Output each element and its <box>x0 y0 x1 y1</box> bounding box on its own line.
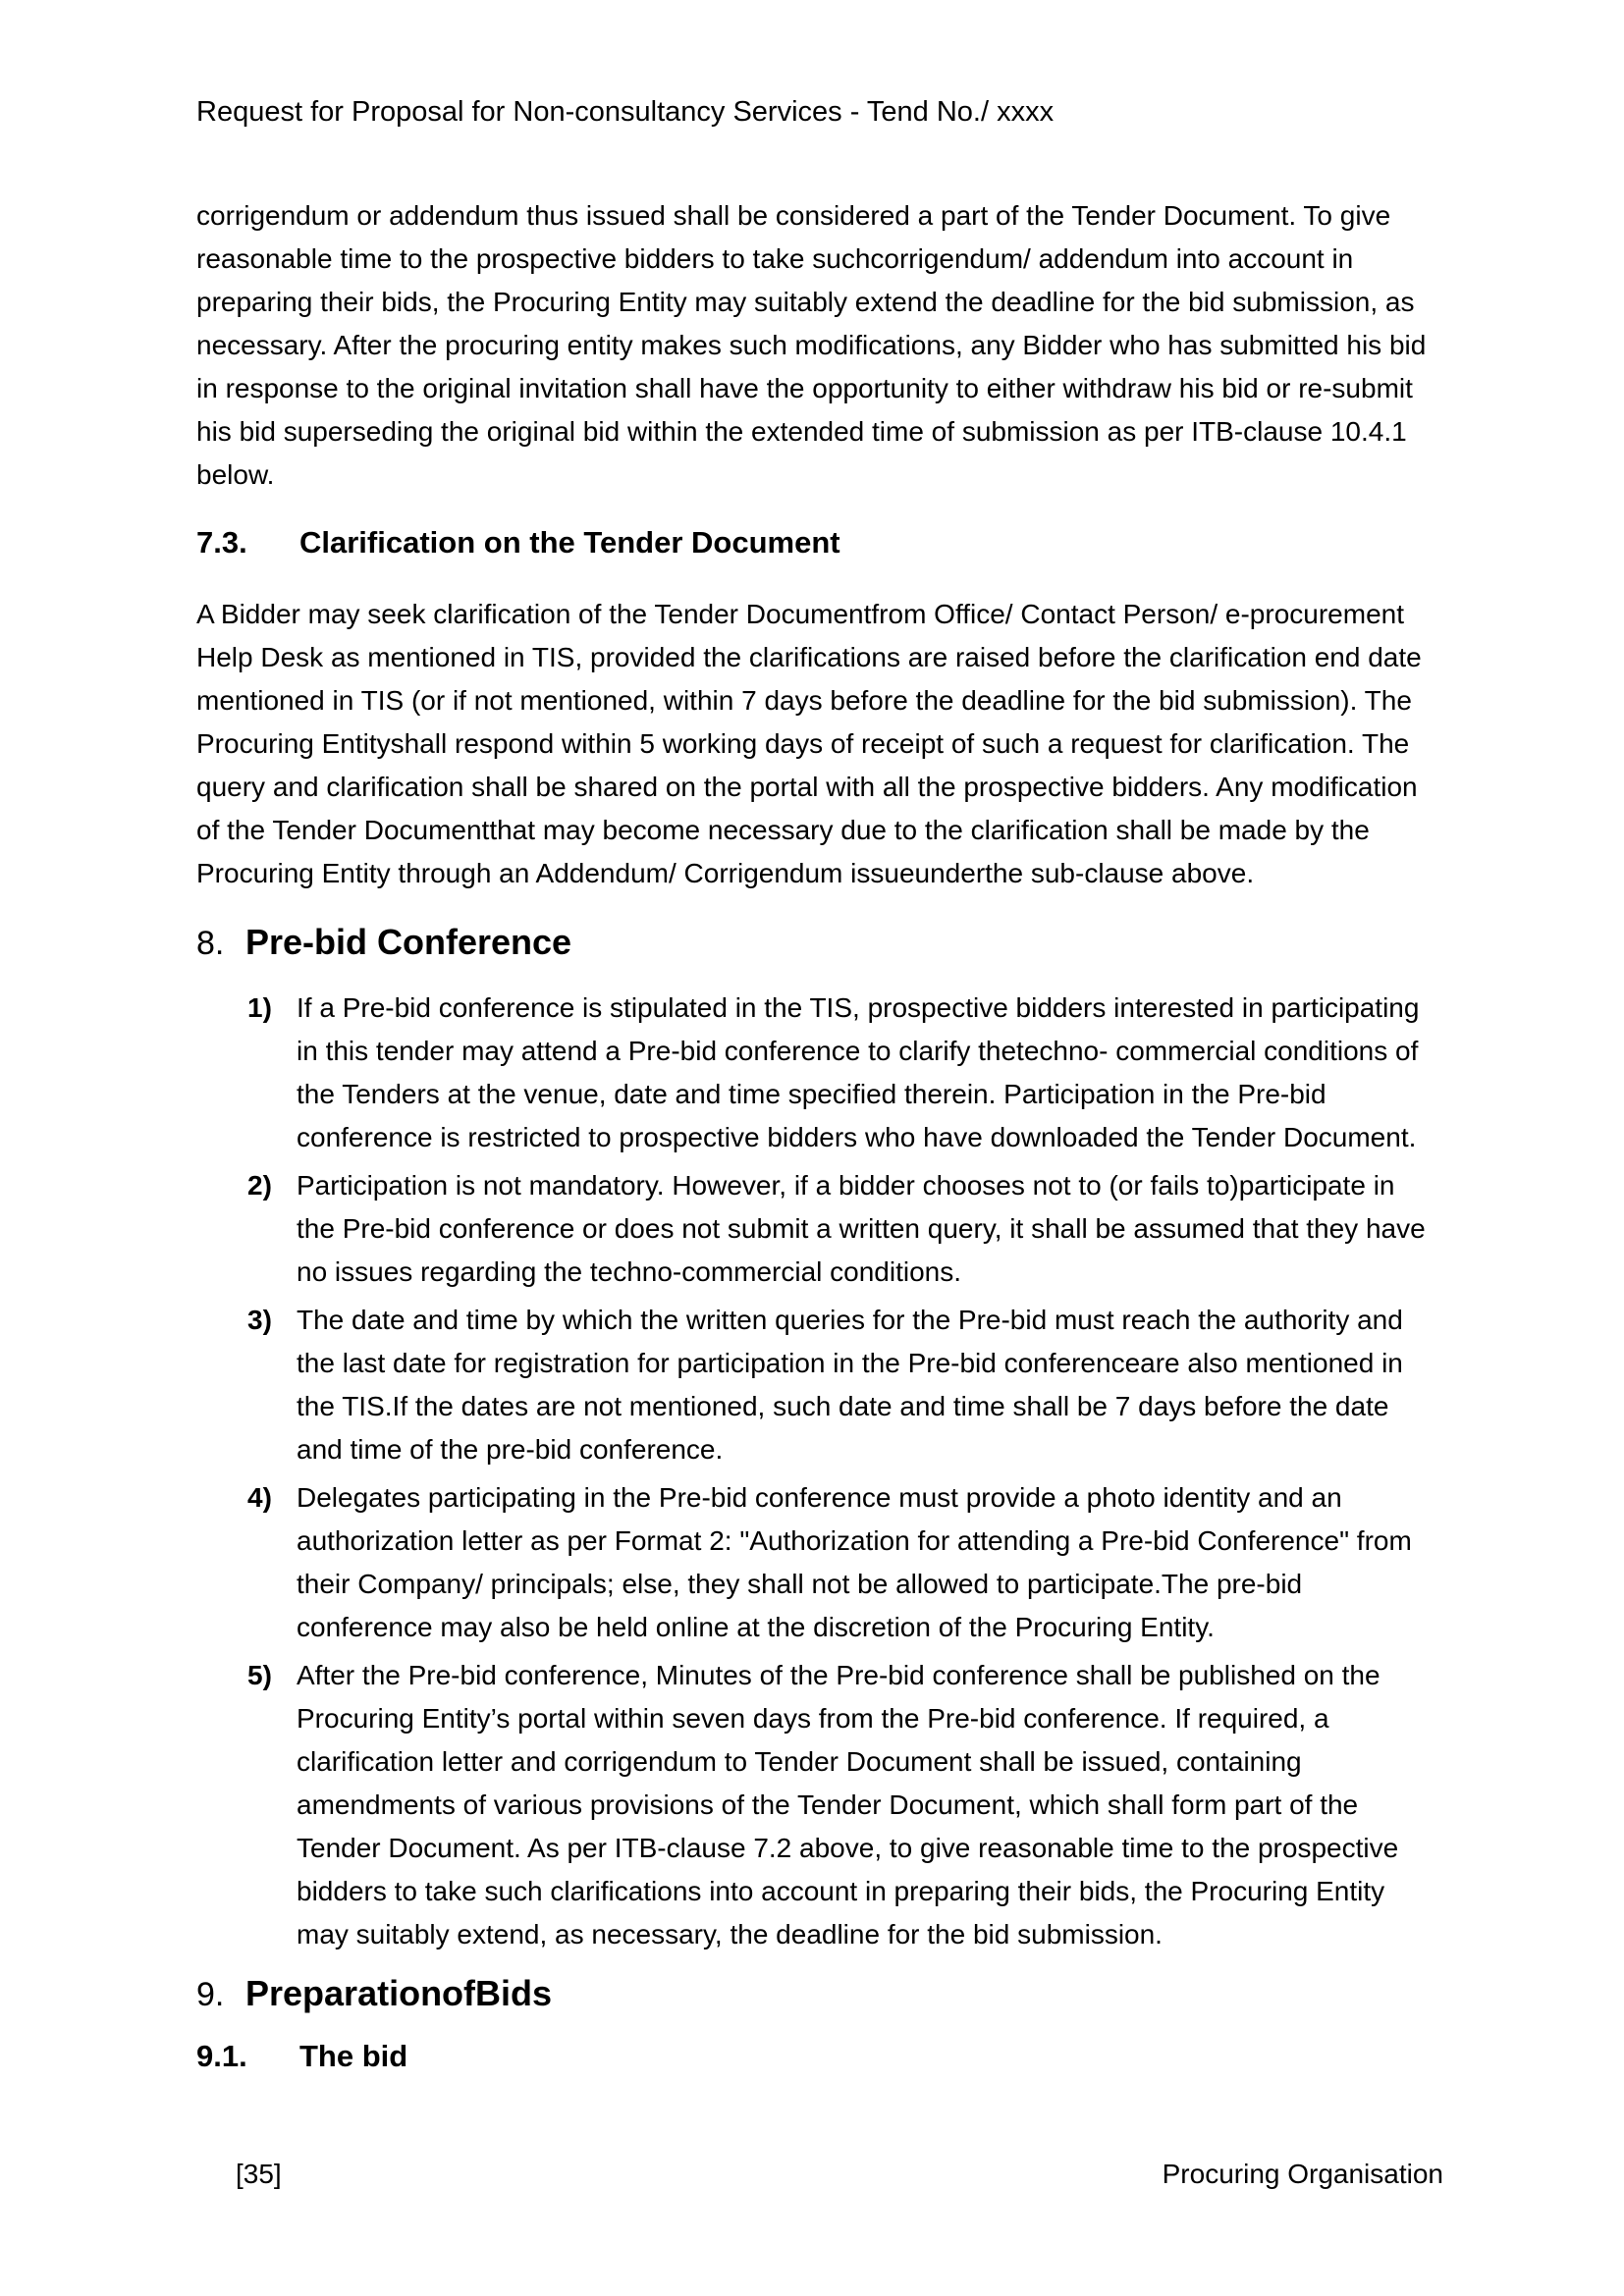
list-item <box>196 1654 1437 1956</box>
section-7-3-number: 7.3. <box>196 525 247 560</box>
section-9-1-heading <box>196 2034 1437 2079</box>
section-8-list <box>196 987 1437 1956</box>
section-9-number: 9. <box>196 1976 225 2013</box>
list-item-text: The date and time by which the written queries for the Pre-bid must reach the authority and the last date for registration for participation in the Pre-bid conferenceare also mentioned in the TIS.If the dates are not mentioned, such date and time shall be 7 days before the date and time of the pre-bid conference. <box>297 1305 1403 1465</box>
list-item-text: If a Pre-bid conference is stipulated in the TIS, prospective bidders interested in participating in this tender may attend a Pre-bid conference to clarify thetechno- commercial conditions of the Tenders at the venue, date and time specified therein. Participation in the Pre-bid conference is restricted to prospective bidders who have downloaded the Tender Document. <box>297 992 1420 1152</box>
list-item-number: 1) <box>247 992 272 1023</box>
list-item-number: 5) <box>247 1660 272 1690</box>
list-item <box>196 987 1437 1159</box>
list-item <box>196 1476 1437 1649</box>
section-8-number: 8. <box>196 925 225 962</box>
list-item-text: After the Pre-bid conference, Minutes of the Pre-bid conference shall be published on the Procuring Entity’s portal within seven days from the Pre-bid conference. If required, a clarification letter and corrigendum to Tender Document shall be issued, containing amendments of various provisions of the Tender Document, which shall form part of the Tender Document. As per ITB-clause 7.2 above, to give reasonable time to the prospective bidders to take such clarifications into account in preparing their bids, the Procuring Entity may suitably extend, as necessary, the deadline for the bid submission. <box>297 1660 1399 1949</box>
section-9-title: PreparationofBids <box>245 1973 553 2013</box>
section-9-heading <box>196 1968 1437 2020</box>
document-header-title: Request for Proposal for Non-consultancy Services - Tend No./ xxxx <box>196 96 1055 128</box>
footer-organisation-label: Procuring Organisation <box>1162 2159 1443 2189</box>
section-9-1-number: 9.1. <box>196 2039 247 2073</box>
section-8-heading <box>196 917 1437 969</box>
list-item-number: 3) <box>247 1305 272 1335</box>
section-9-1-title: The bid <box>299 2039 408 2073</box>
section-7-3-title: Clarification on the Tender Document <box>299 525 840 560</box>
list-item-number: 4) <box>247 1482 272 1513</box>
list-item-text: Participation is not mandatory. However, if a bidder chooses not to (or fails to)participate in the Pre-bid conference or does not submit a written query, it shall be assumed that they have no issues regarding the techno-commercial conditions. <box>297 1170 1426 1287</box>
list-item-text: Delegates participating in the Pre-bid conference must provide a photo identity and an authorization letter as per Format 2: "Authorization for attending a Pre-bid Conference" from their Company/ principals; else, they shall not be allowed to participate.The pre-bid conference may also be held online at the discretion of the Procuring Entity. <box>297 1482 1412 1642</box>
page-footer <box>236 2158 1443 2191</box>
list-item <box>196 1299 1437 1471</box>
footer-page-number: [35] <box>236 2159 282 2189</box>
section-7-3-heading <box>196 520 1437 565</box>
list-item <box>196 1164 1437 1294</box>
section-7-3-body: A Bidder may seek clarification of the Tender Documentfrom Office/ Contact Person/ e-procurement Help Desk as mentioned in TIS, provided the clarifications are raised before the clarification end date mentioned in TIS (or if not mentioned, within 7 days before the deadline for the bid submission). The Procuring Entityshall respond within 5 working days of receipt of such a request for clarification. The query and clarification shall be shared on the portal with all the prospective bidders. Any modification of the Tender Documentthat may become necessary due to the clarification shall be made by the Procuring Entity through an Addendum/ Corrigendum issueunderthe sub-clause above. <box>196 599 1422 888</box>
list-item-number: 2) <box>247 1170 272 1201</box>
intro-paragraph: corrigendum or addendum thus issued shall be considered a part of the Tender Document. To give reasonable time to the prospective bidders to take suchcorrigendum/ addendum into account in preparing their bids, the Procuring Entity may suitably extend the deadline for the bid submission, as necessary. After the procuring entity makes such modifications, any Bidder who has submitted his bid in response to the original invitation shall have the opportunity to either withdraw his bid or re-submit his bid superseding the original bid within the extended time of submission as per ITB-clause 10.4.1 below. <box>196 200 1427 490</box>
section-8-title: Pre-bid Conference <box>245 922 572 962</box>
